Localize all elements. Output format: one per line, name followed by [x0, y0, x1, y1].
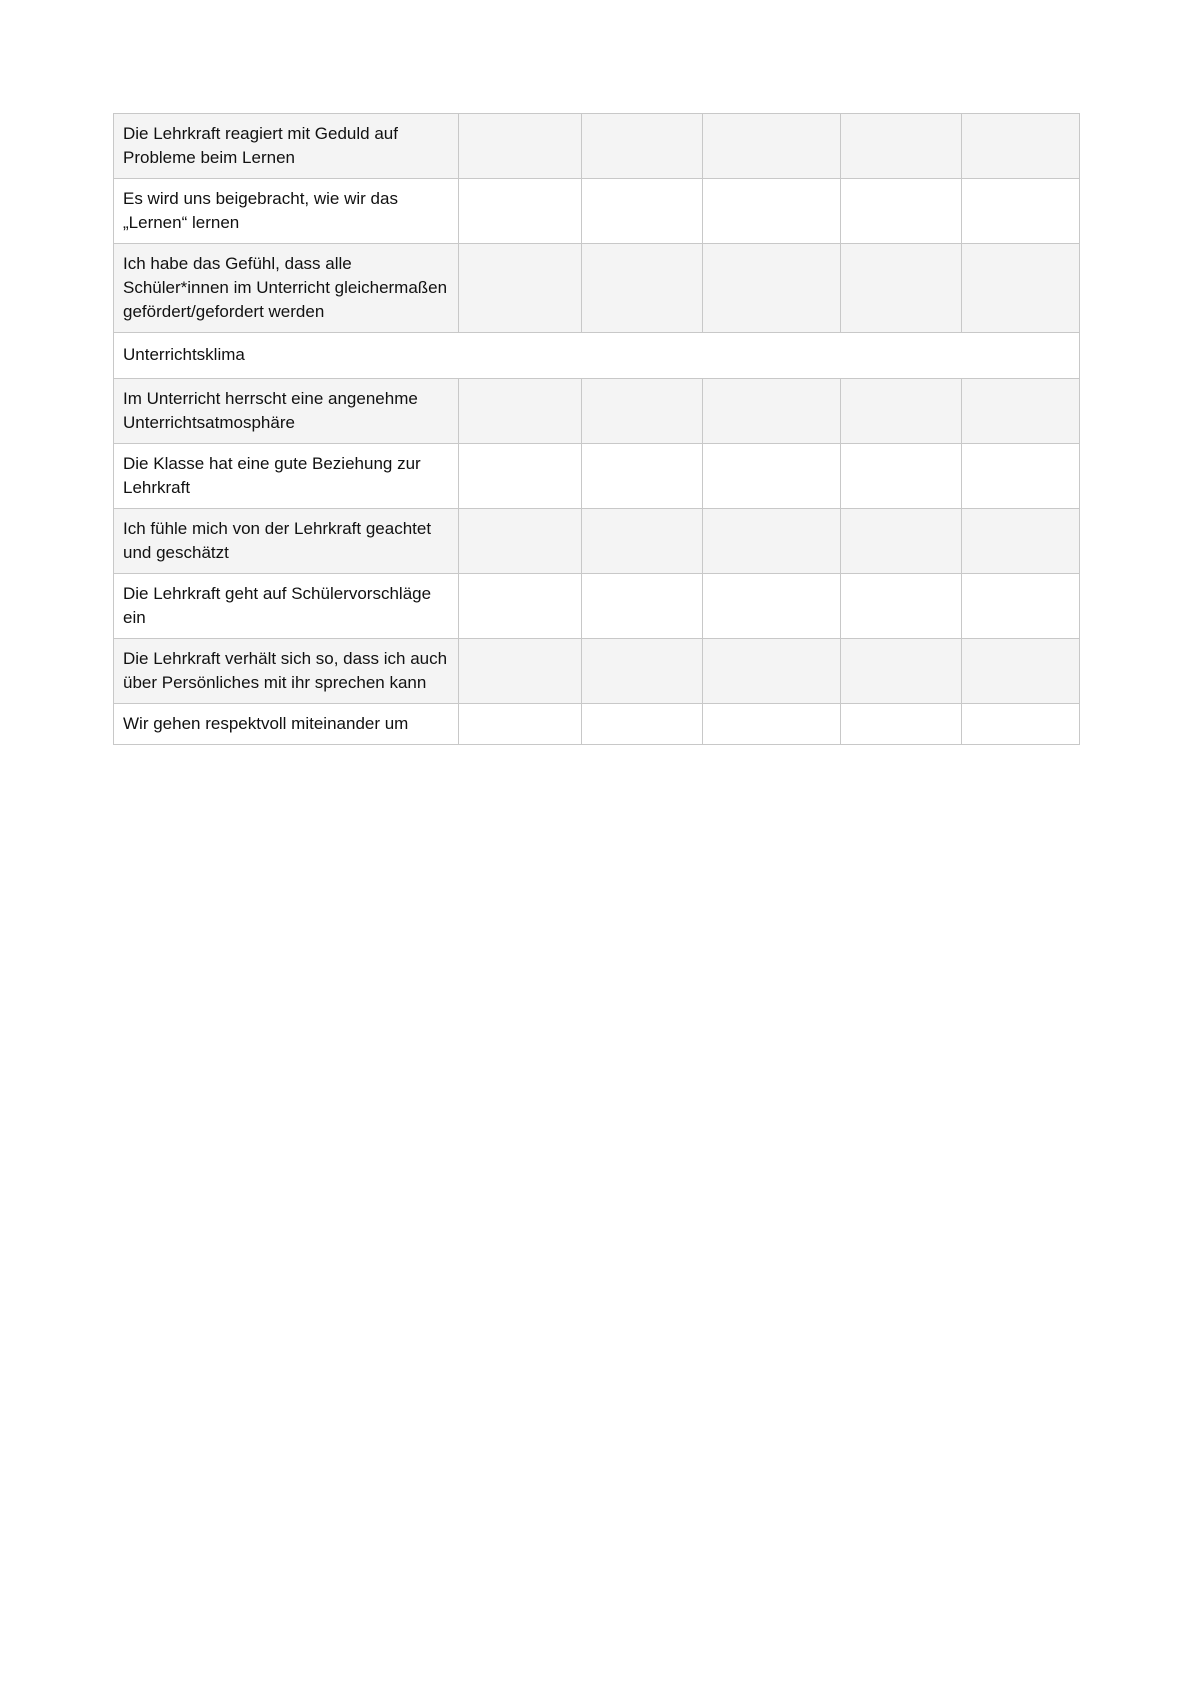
rating-cell[interactable]: [459, 444, 582, 509]
statement-cell: Ich habe das Gefühl, dass alle Schüler*innen im Unterricht gleichermaßen gefördert/gefordert werden: [114, 244, 459, 333]
rating-cell[interactable]: [459, 574, 582, 639]
table-row: [114, 574, 1080, 639]
rating-cell[interactable]: [582, 639, 703, 704]
rating-cell[interactable]: [703, 444, 841, 509]
rating-cell[interactable]: [703, 179, 841, 244]
rating-cell[interactable]: [459, 639, 582, 704]
table-row: [114, 509, 1080, 574]
rating-cell[interactable]: [582, 704, 703, 745]
rating-cell[interactable]: [962, 639, 1080, 704]
survey-table: [113, 113, 1080, 745]
rating-cell[interactable]: [841, 444, 962, 509]
rating-cell[interactable]: [703, 639, 841, 704]
rating-cell[interactable]: [582, 509, 703, 574]
rating-cell[interactable]: [459, 704, 582, 745]
rating-cell[interactable]: [962, 244, 1080, 333]
rating-cell[interactable]: [459, 509, 582, 574]
statement-cell: Im Unterricht herrscht eine angenehme Unterrichtsatmosphäre: [114, 379, 459, 444]
table-row: [114, 444, 1080, 509]
section-header-row: [114, 333, 1080, 379]
rating-cell[interactable]: [703, 574, 841, 639]
rating-cell[interactable]: [459, 114, 582, 179]
rating-cell[interactable]: [841, 574, 962, 639]
rating-cell[interactable]: [841, 179, 962, 244]
table-row: [114, 379, 1080, 444]
section-title: Unterrichtsklima: [114, 333, 1080, 379]
statement-cell: Ich fühle mich von der Lehrkraft geachtet und geschätzt: [114, 509, 459, 574]
rating-cell[interactable]: [841, 704, 962, 745]
table-row: [114, 244, 1080, 333]
table-row: [114, 704, 1080, 745]
rating-cell[interactable]: [962, 444, 1080, 509]
rating-cell[interactable]: [841, 509, 962, 574]
table-row: [114, 114, 1080, 179]
rating-cell[interactable]: [703, 244, 841, 333]
rating-cell[interactable]: [962, 379, 1080, 444]
rating-cell[interactable]: [459, 244, 582, 333]
rating-cell[interactable]: [582, 574, 703, 639]
rating-cell[interactable]: [582, 114, 703, 179]
rating-cell[interactable]: [841, 639, 962, 704]
rating-cell[interactable]: [962, 509, 1080, 574]
rating-cell[interactable]: [841, 379, 962, 444]
rating-cell[interactable]: [582, 444, 703, 509]
rating-cell[interactable]: [582, 179, 703, 244]
statement-cell: Die Klasse hat eine gute Beziehung zur Lehrkraft: [114, 444, 459, 509]
statement-cell: Wir gehen respektvoll miteinander um: [114, 704, 459, 745]
rating-cell[interactable]: [459, 379, 582, 444]
rating-cell[interactable]: [582, 379, 703, 444]
statement-cell: Die Lehrkraft reagiert mit Geduld auf Probleme beim Lernen: [114, 114, 459, 179]
rating-cell[interactable]: [459, 179, 582, 244]
statement-cell: Es wird uns beigebracht, wie wir das „Lernen“ lernen: [114, 179, 459, 244]
table-row: [114, 639, 1080, 704]
rating-cell[interactable]: [703, 704, 841, 745]
rating-cell[interactable]: [962, 574, 1080, 639]
rating-cell[interactable]: [962, 179, 1080, 244]
rating-cell[interactable]: [703, 379, 841, 444]
table-row: [114, 179, 1080, 244]
rating-cell[interactable]: [962, 704, 1080, 745]
statement-cell: Die Lehrkraft geht auf Schülervorschläge ein: [114, 574, 459, 639]
rating-cell[interactable]: [841, 244, 962, 333]
rating-cell[interactable]: [841, 114, 962, 179]
rating-cell[interactable]: [962, 114, 1080, 179]
rating-cell[interactable]: [703, 509, 841, 574]
rating-cell[interactable]: [703, 114, 841, 179]
statement-cell: Die Lehrkraft verhält sich so, dass ich auch über Persönliches mit ihr sprechen kann: [114, 639, 459, 704]
rating-cell[interactable]: [582, 244, 703, 333]
